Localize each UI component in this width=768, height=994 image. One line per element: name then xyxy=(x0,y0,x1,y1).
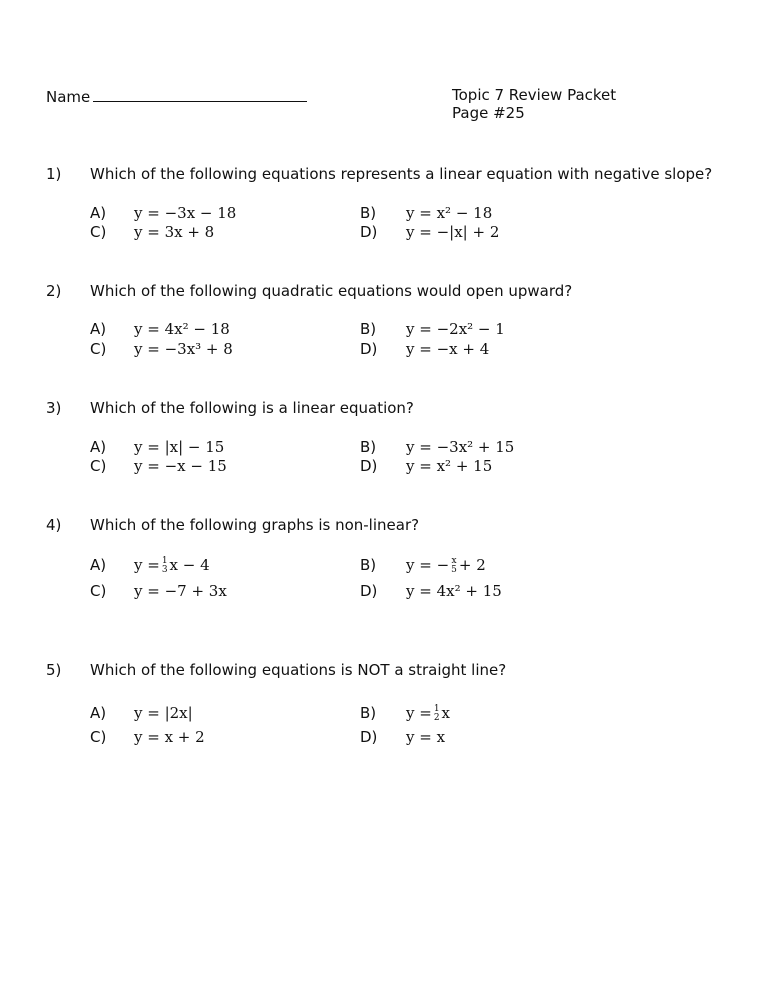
choice-label: A) xyxy=(90,704,107,722)
choice-label: D) xyxy=(360,340,378,358)
choice-equation xyxy=(406,556,486,575)
choice-label: C) xyxy=(90,728,107,746)
choice-equation: y = 4x² − 18 xyxy=(134,320,230,338)
equation-prefix: y = xyxy=(134,556,160,574)
choice-equation xyxy=(406,704,450,723)
choice-label: C) xyxy=(90,582,107,600)
fraction-numerator: x xyxy=(451,556,457,566)
choice-label: C) xyxy=(90,457,107,475)
choice-label: A) xyxy=(90,556,107,574)
question-text: Which of the following quadratic equations would open upward? xyxy=(90,282,573,300)
choice-label: B) xyxy=(360,320,377,338)
choice-row xyxy=(0,340,768,360)
choice-row xyxy=(0,204,768,224)
choice-equation: y = −3x³ + 8 xyxy=(134,340,233,358)
packet-title: Topic 7 Review Packet xyxy=(452,86,617,104)
name-blank-line[interactable] xyxy=(93,87,307,102)
name-field xyxy=(46,87,307,106)
choice-label: D) xyxy=(360,457,378,475)
choice-equation: y = −|x| + 2 xyxy=(406,223,500,241)
fraction-numerator: 1 xyxy=(433,704,440,714)
choice-row xyxy=(0,457,768,477)
choice-label: D) xyxy=(360,728,378,746)
choice-row xyxy=(0,438,768,458)
question-number: 5) xyxy=(46,661,62,679)
fraction-denominator: 2 xyxy=(433,713,440,723)
choice-label: B) xyxy=(360,438,377,456)
choice-equation: y = 4x² + 15 xyxy=(406,582,502,600)
fraction-denominator: 5 xyxy=(451,565,457,575)
question-number: 4) xyxy=(46,516,62,534)
choice-row xyxy=(0,320,768,340)
name-label: Name xyxy=(46,88,91,106)
choice-row xyxy=(0,582,768,602)
question-text: Which of the following graphs is non-linear? xyxy=(90,516,420,534)
fraction-denominator: 3 xyxy=(161,565,168,575)
packet-header xyxy=(452,86,616,122)
choice-equation: y = −3x² + 15 xyxy=(406,438,515,456)
choice-label: D) xyxy=(360,223,378,241)
choice-row xyxy=(0,704,768,724)
fraction xyxy=(162,557,168,575)
choice-row xyxy=(0,556,768,576)
question-text: Which of the following equations represents a linear equation with negative slope? xyxy=(90,165,713,183)
choice-equation: y = −x − 15 xyxy=(134,457,227,475)
equation-prefix: y = − xyxy=(406,556,450,574)
equation-suffix: x xyxy=(441,704,451,722)
question-number: 1) xyxy=(46,165,62,183)
question-number: 3) xyxy=(46,399,62,417)
choice-equation: y = |x| − 15 xyxy=(134,438,225,456)
choice-equation: y = x + 2 xyxy=(134,728,205,746)
question-text: Which of the following equations is NOT a straight line? xyxy=(90,661,507,679)
choice-equation: y = |2x| xyxy=(134,704,193,722)
choice-label: A) xyxy=(90,438,107,456)
choice-row xyxy=(0,223,768,243)
choice-equation: y = −2x² − 1 xyxy=(406,320,505,338)
equation-suffix: x − 4 xyxy=(169,556,210,574)
choice-label: A) xyxy=(90,204,107,222)
choice-label: D) xyxy=(360,582,378,600)
choice-equation: y = 3x + 8 xyxy=(134,223,215,241)
question-text: Which of the following is a linear equation? xyxy=(90,399,414,417)
choice-row xyxy=(0,728,768,748)
choice-label: A) xyxy=(90,320,107,338)
choice-equation xyxy=(134,556,210,575)
fraction-numerator: 1 xyxy=(161,556,168,566)
choice-label: B) xyxy=(360,704,377,722)
choice-label: B) xyxy=(360,204,377,222)
choice-equation: y = x² + 15 xyxy=(406,457,493,475)
equation-suffix: + 2 xyxy=(458,556,486,574)
choice-equation: y = −3x − 18 xyxy=(134,204,237,222)
equation-prefix: y = xyxy=(406,704,432,722)
choice-label: C) xyxy=(90,340,107,358)
page-number: Page #25 xyxy=(452,104,525,122)
choice-equation: y = −7 + 3x xyxy=(134,582,227,600)
choice-label: B) xyxy=(360,556,377,574)
fraction xyxy=(451,557,457,575)
fraction xyxy=(434,705,440,723)
question-number: 2) xyxy=(46,282,62,300)
choice-label: C) xyxy=(90,223,107,241)
choice-equation: y = x xyxy=(406,728,446,746)
choice-equation: y = x² − 18 xyxy=(406,204,493,222)
choice-equation: y = −x + 4 xyxy=(406,340,490,358)
